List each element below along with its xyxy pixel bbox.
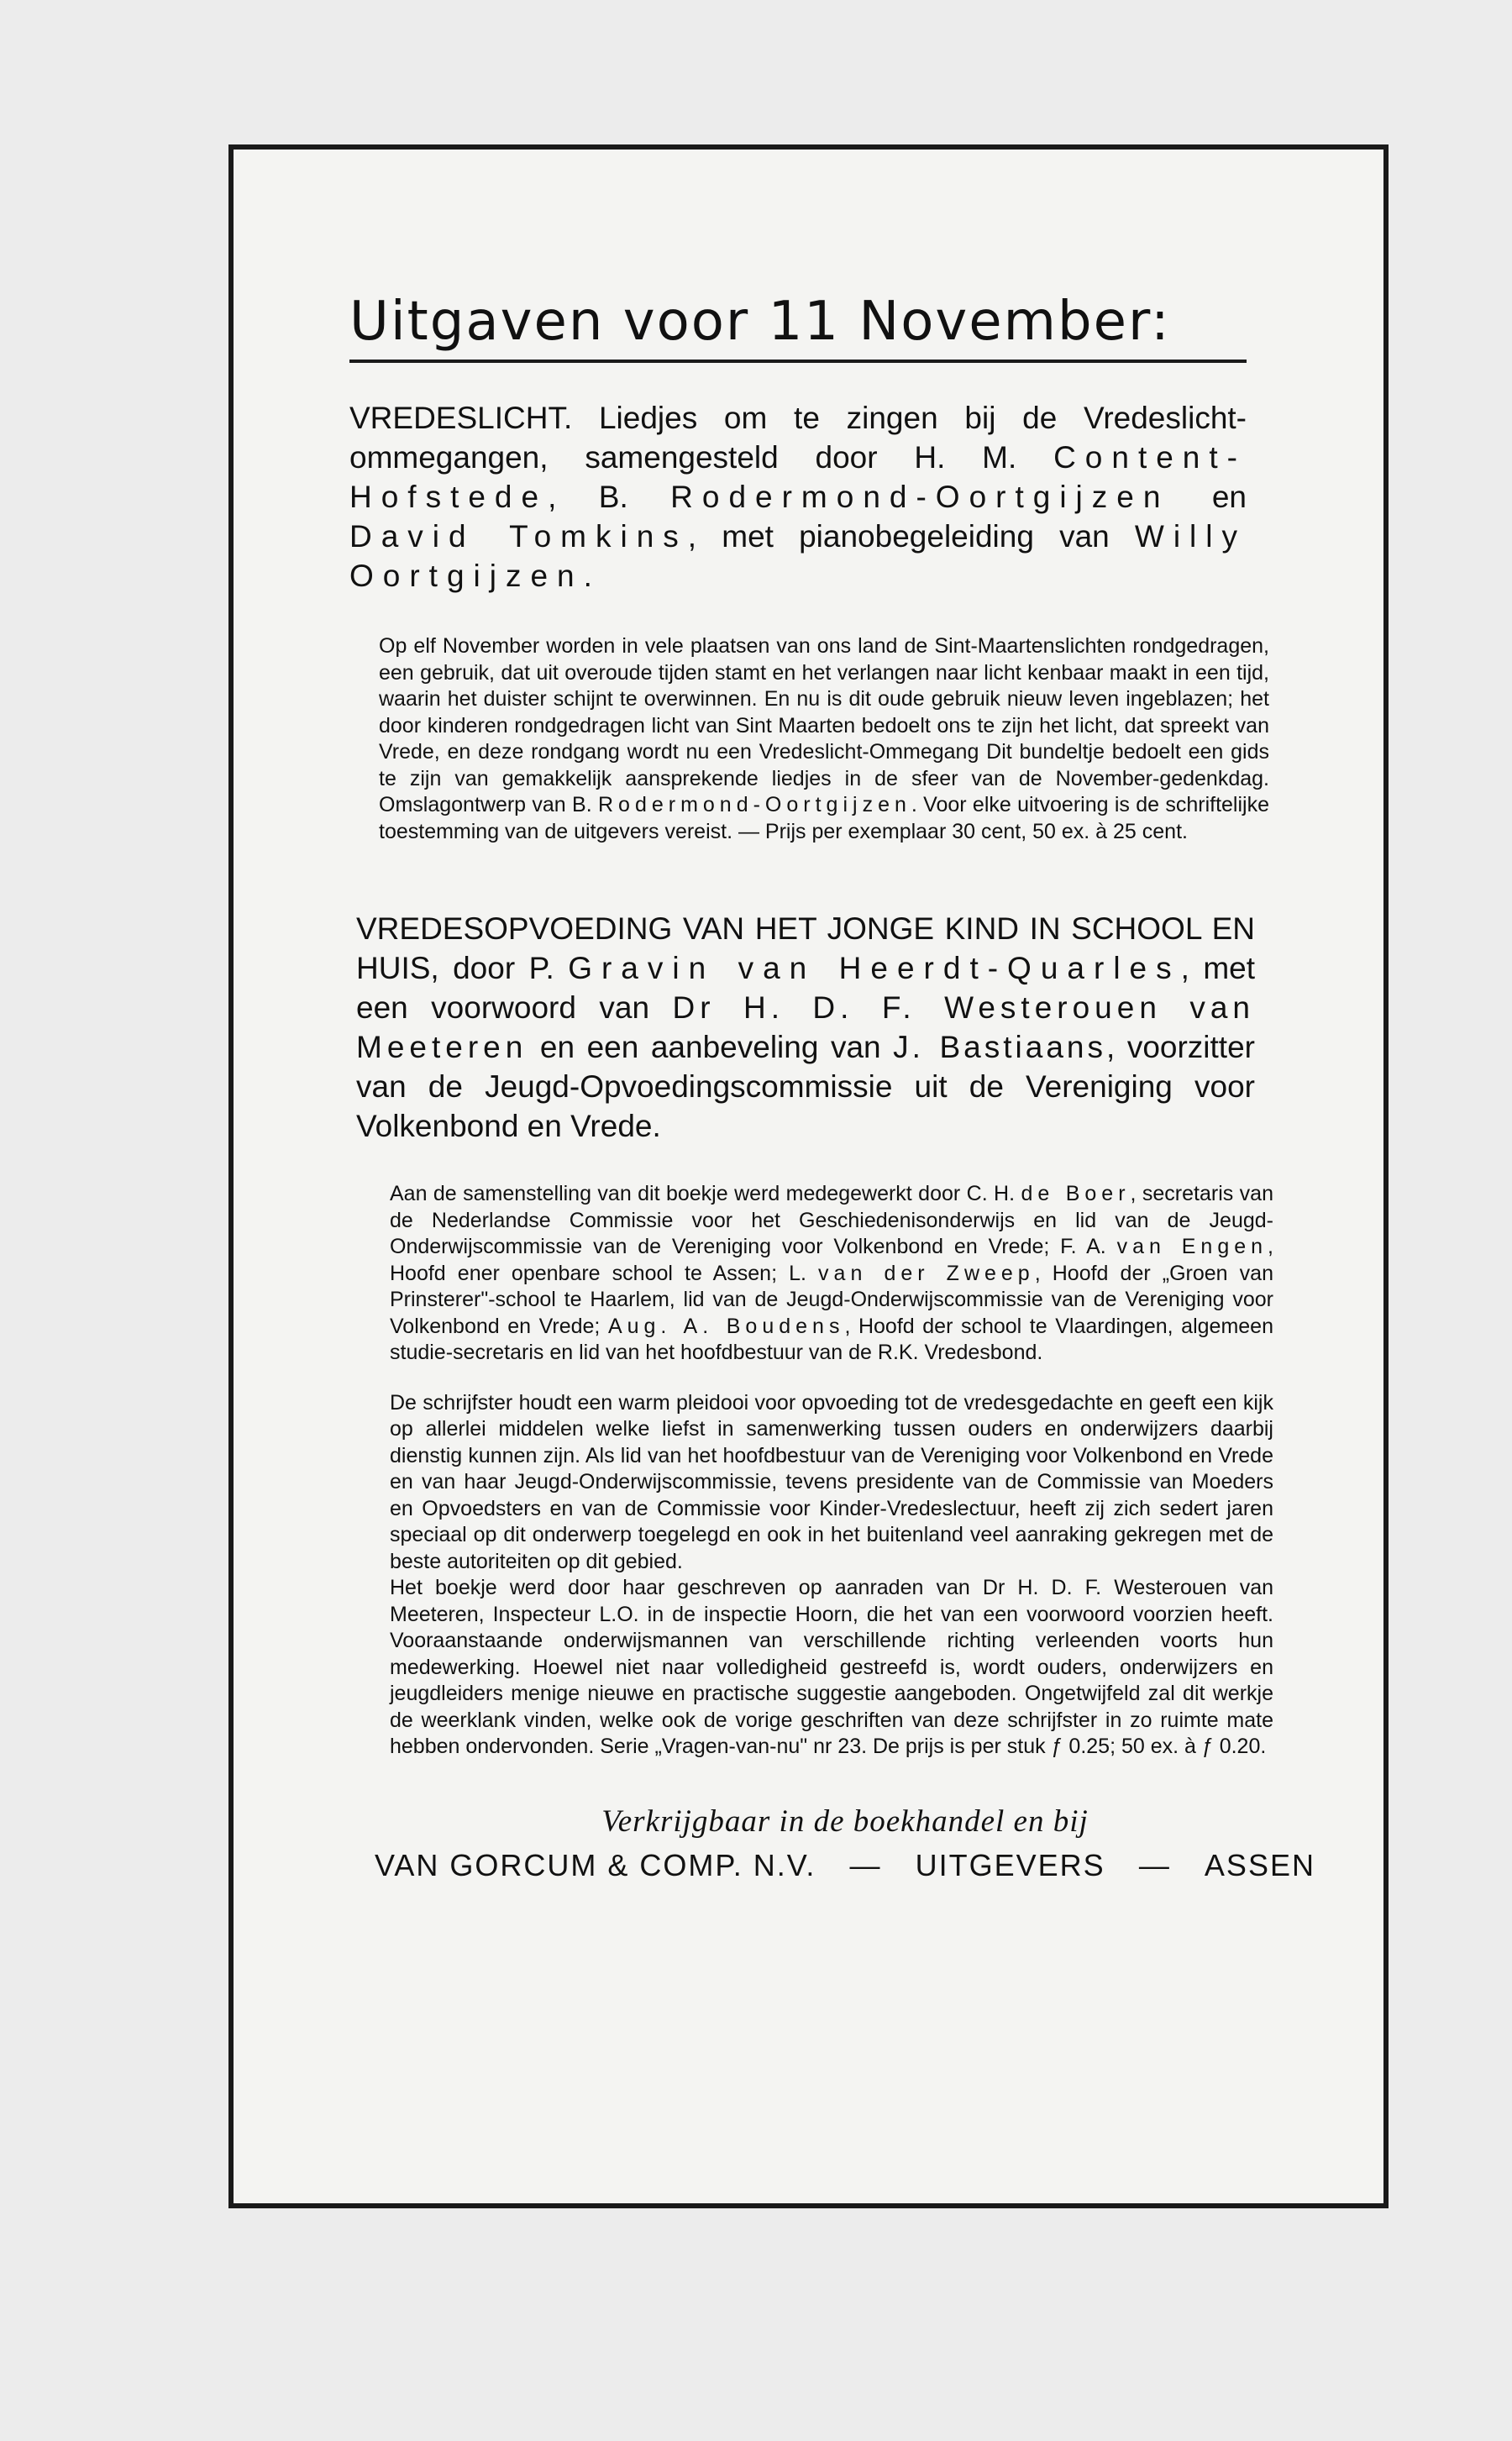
body-text: . Voor elke uitvoering is de schriftelijke toestemming van de uitgevers vereist. — Prijs per exemplaar 30 cent, 50 ex. à 25 cent. xyxy=(379,793,1269,843)
body-text: , Hoofd ener openbare school te Assen; L. xyxy=(390,1235,1273,1285)
separator-dash: — xyxy=(849,1847,882,1882)
body-text: , secretaris van de Nederlandse Commissie voor het Geschiedenisonderwijs en lid van de Jeugd-Onderwijscommissie van de Vereniging voor Volkenbond en Vrede; F. A. xyxy=(390,1182,1273,1259)
heading-text: VREDESLICHT. Liedjes om te zingen bij de Vredeslicht-ommegangen, samengesteld door H. M. xyxy=(349,401,1247,475)
separator-dash: — xyxy=(1138,1847,1171,1882)
advertisement-content xyxy=(349,291,1315,1885)
body-text: , Hoofd der „Groen van Prinsterer"-school te Haarlem, lid van de Jeugd-Onderwijscommissie van de Vereniging voor Volkenbond en Vrede; xyxy=(390,1261,1273,1338)
author-name: David Tomkins xyxy=(349,519,688,554)
contributor-name: van der Zweep xyxy=(818,1261,1035,1285)
vredeslicht-description xyxy=(379,633,1269,845)
designer-name: Rodermond-Oortgijzen xyxy=(597,793,911,817)
body-text: , Hoofd der school te Vlaardingen, algemeen studie-secretaris en lid van het hoofdbestuur van de R.K. Vredesbond. xyxy=(390,1314,1273,1365)
author-name: Rodermond-Oortgijzen xyxy=(670,480,1170,515)
author-name: Gravin van Heerdt-Quarles xyxy=(568,951,1181,986)
author-description-paragraph: De schrijfster houdt een warm pleidooi voor opvoeding tot de vredesgedachte en geeft een kijk op allerlei middelen welke liefst in samenwerking tussen ouders en onderwijzers daarbij dienstig kunnen zijn. Als lid van het hoofdbestuur van de Vereniging voor Volkenbond en Vrede en van haar Jeugd-Onderwijscommissie, tevens presidente van de Commissie van Moeders en Opvoedsters en van de Commissie voor Kinder-Vredeslectuur, heeft zij zich sedert jaren speciaal op dit onderwerp toegelegd en ook in het buitenland veel aanraking gekregen met de beste autoriteiten op dit gebied. xyxy=(390,1390,1273,1573)
contributor-name: Aug. A. Boudens xyxy=(607,1314,845,1338)
heading-text: . xyxy=(583,559,592,594)
publisher-line xyxy=(375,1846,1315,1885)
recommender-name: J. Bastiaans xyxy=(893,1030,1106,1065)
heading-text: , B. xyxy=(548,480,671,515)
contributor-name: de Boer xyxy=(1021,1182,1131,1206)
book-description-paragraph: Het boekje werd door haar geschreven op aanraden van Dr H. D. F. Westerouen van Meeteren, Inspecteur L.O. in de inspectie Hoorn, die het van een voorwoord voorzien heeft. Vooraanstaande onderwijsmannen van verschillende richting verleenden voorts hun medewerking. Hoewel niet naar volledigheid gestreefd is, wordt ouders, onderwijzers en jeugdleiders menige nieuwe en practische suggestie aangeboden. Ongetwijfeld zal dit werkje de weerklank vinden, welke ook de vorige geschriften van deze schrijfster in zo ruimte mate hebben ondervonden. Serie „Vragen-van-nu" nr 23. De prijs is per stuk ƒ 0.25; 50 ex. à ƒ 0.20. xyxy=(390,1576,1273,1759)
publisher-city: ASSEN xyxy=(1204,1847,1315,1882)
advertisement-frame xyxy=(228,144,1389,2208)
vredesopvoeding-heading xyxy=(356,909,1255,1146)
heading-text: en een aanbeveling van xyxy=(528,1030,894,1065)
heading-text: , met een voorwoord van xyxy=(356,951,1256,1026)
body-text: Op elf November worden in vele plaatsen van ons land de Sint-Maartenslichten rondgedragen, een gebruik, dat uit overoude tijden stamt en het verlangen naar licht kenbaar maakt in een tijd, waarin het duister schijnt te overwinnen. En nu is dit oude gebruik nieuw leven ingeblazen; het door kinderen rondgedragen licht van Sint Maarten bedoelt ons te zijn het licht, dat spreekt van Vrede, en deze rondgang wordt nu een Vredeslicht-Ommegang Dit bundeltje bedoelt een gids te zijn van gemakkelijk aansprekende liedjes in de sfeer van de November-gedenkdag. Omslagontwerp van B. xyxy=(379,634,1269,817)
author-name: Willy Oortgijzen xyxy=(349,519,1247,594)
author-name: Content-Hofstede xyxy=(349,440,1247,515)
footer xyxy=(375,1803,1315,1885)
availability-note: Verkrijgbaar in de boekhandel en bij xyxy=(601,1803,1089,1839)
publisher-name: VAN GORCUM & COMP. N.V. xyxy=(375,1847,816,1882)
foreword-name: Dr H. D. F. Westerouen van Meeteren xyxy=(356,990,1256,1065)
page-title: Uitgaven voor 11 November: xyxy=(349,292,1247,363)
vredeslicht-heading xyxy=(349,398,1247,596)
body-text: Aan de samenstelling van dit boekje werd medegewerkt door C. H. xyxy=(390,1182,1021,1206)
heading-text: en xyxy=(1169,480,1247,515)
publisher-role: UITGEVERS xyxy=(915,1847,1105,1882)
contributor-name: van Engen xyxy=(1116,1235,1268,1259)
heading-text: VREDESOPVOEDING VAN HET JONGE KIND IN SCHOOL EN HUIS, door P. xyxy=(356,911,1255,986)
contributors-paragraph xyxy=(390,1181,1273,1367)
heading-text: , voorzitter van de Jeugd-Opvoedingscommissie uit de Vereniging voor Volkenbond en Vrede. xyxy=(356,1030,1255,1144)
heading-text: , met pianobegeleiding van xyxy=(687,519,1135,554)
